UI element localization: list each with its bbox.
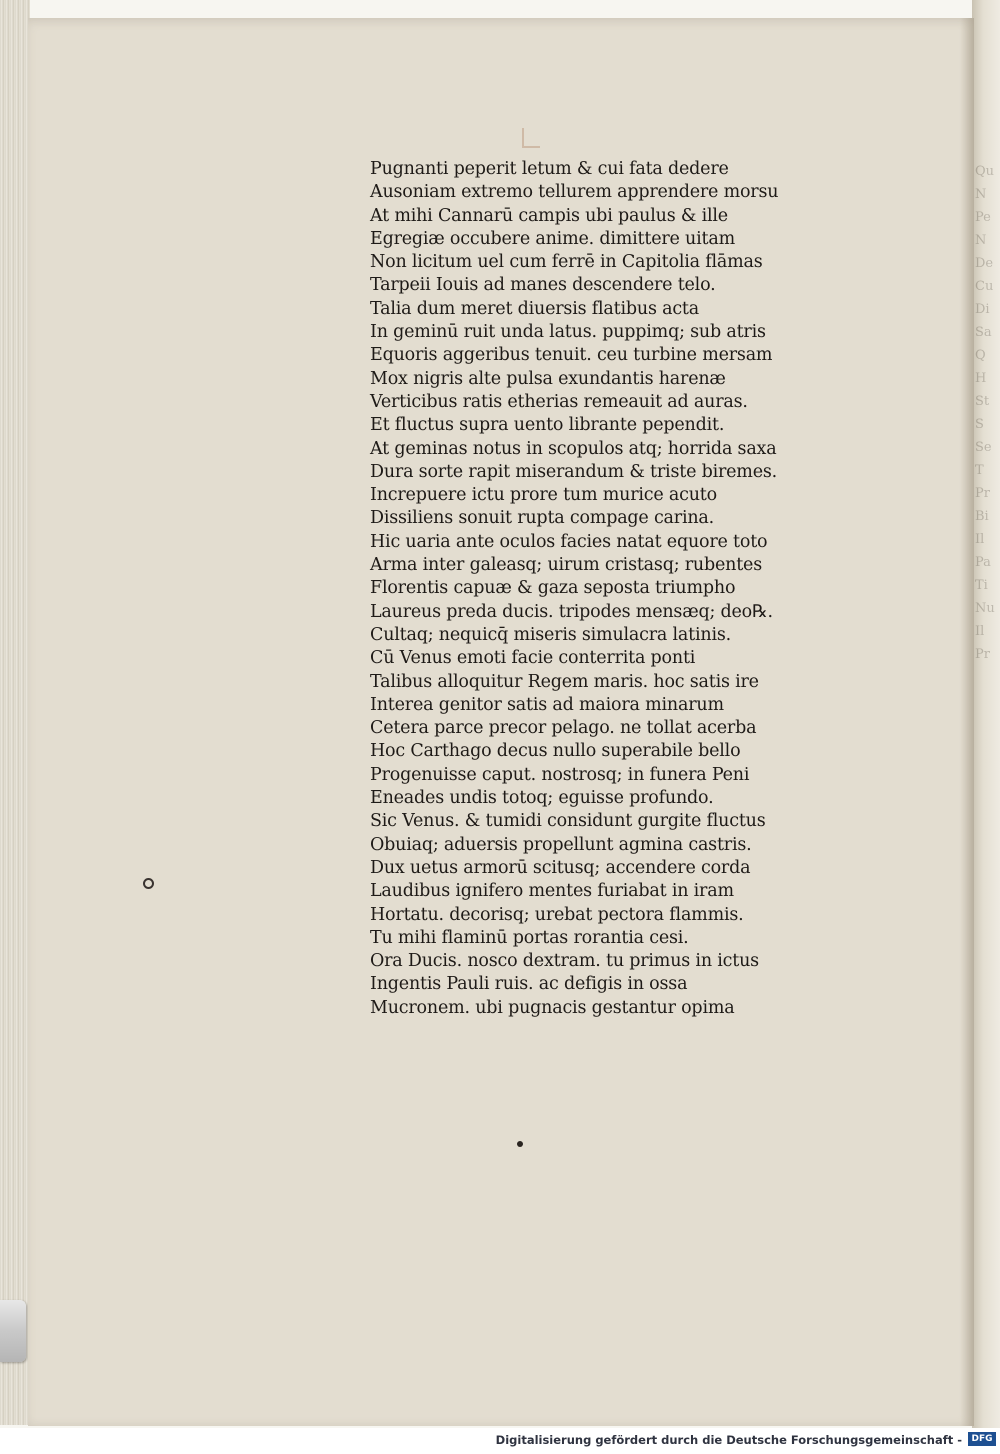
dfg-logo: DFG [968, 1432, 996, 1446]
verse-line: Cū Venus emoti facie conterrita ponti [370, 648, 696, 669]
bleed-fragment: Il [975, 624, 985, 639]
bleed-fragment: Il [975, 532, 985, 547]
page-edge-stack [0, 0, 30, 1425]
bleed-fragment: H [975, 371, 987, 386]
verse-line: Laureus preda ducis. tripodes mensæq; deo℞. [370, 601, 773, 622]
bleed-through-text [975, 160, 1000, 666]
scanner-clip [0, 1300, 26, 1362]
verse-line: Laudibus ignifero mentes furiabat in iram [370, 881, 734, 902]
bleed-fragment: N [975, 187, 987, 202]
verse-line: Equoris aggeribus tenuit. ceu turbine mersam [370, 345, 773, 366]
verse-line: Hoc Carthago decus nullo superabile bello [370, 741, 741, 762]
verse-line: Cetera parce precor pelago. ne tollat acerba [370, 718, 757, 739]
bleed-fragment: T [975, 463, 984, 478]
bleed-fragment: Pr [975, 647, 990, 662]
verse-line: Egregiæ occubere anime. dimittere uitam [370, 228, 735, 249]
bleed-fragment: Q [975, 348, 986, 363]
bleed-fragment: Pa [975, 555, 991, 570]
bleed-fragment: Sa [975, 325, 992, 340]
verse-line: Pugnanti peperit letum & cui fata dedere [370, 159, 729, 179]
verse-line: Progenuisse caput. nostrosq; in funera Peni [370, 764, 750, 785]
bleed-fragment: Pr [975, 486, 990, 501]
ink-stain [143, 878, 154, 889]
faint-printer-mark [522, 128, 540, 148]
bleed-fragment: Se [975, 440, 992, 455]
verse-line: Dura sorte rapit miserandum & triste biremes. [370, 461, 778, 482]
verse-line: Talibus alloquitur Regem maris. hoc satis ire [370, 671, 759, 692]
bleed-fragment: N [975, 233, 987, 248]
verse-line: Dux uetus armorū scitusq; accendere corda [370, 857, 751, 878]
verse-line: Dissiliens sonuit rupta compage carina. [370, 508, 715, 529]
verse-line: Tarpeii Iouis ad manes descendere telo. [370, 275, 716, 296]
verse-line: Mox nigris alte pulsa exundantis harenæ [370, 368, 726, 389]
bleed-fragment: Nu [975, 601, 995, 616]
verse-line: Non licitum uel cum ferrē in Capitolia flāmas [370, 252, 763, 273]
verse-block [370, 158, 810, 1020]
bleed-fragment: Qu [975, 164, 995, 179]
verse-line: Hic uaria ante oculos facies natat equore toto [370, 531, 768, 552]
bleed-fragment: Bi [975, 509, 989, 524]
verse-line: Ingentis Pauli ruis. ac defigis in ossa [370, 974, 688, 995]
verse-line: Arma inter galeasq; uirum cristasq; rubentes [370, 555, 762, 576]
verse-line: Talia dum meret diuersis flatibus acta [370, 298, 700, 319]
verse-line: Verticibus ratis etherias remeauit ad auras. [370, 391, 748, 412]
verse-line: Obuiaq; aduersis propellunt agmina castris. [370, 834, 752, 855]
verse-line: Cultaq; nequicq̄ miseris simulacra latinis. [370, 624, 731, 645]
funding-credit: Digitalisierung gefördert durch die Deutsche Forschungsgemeinschaft - [495, 1433, 962, 1447]
verse-line: Interea genitor satis ad maiora minarum [370, 694, 724, 715]
verse-line: At mihi Cannarū campis ubi paulus & ille [370, 205, 728, 226]
verse-line: Increpuere ictu prore tum murice acuto [370, 485, 717, 506]
bleed-fragment: Di [975, 302, 990, 317]
verse-line: Ausoniam extremo tellurem apprendere morsu [370, 182, 779, 203]
verse-line: Sic Venus. & tumidi considunt gurgite fluctus [370, 811, 766, 832]
bleed-fragment: Cu [975, 279, 994, 294]
bleed-fragment: De [975, 256, 994, 271]
verse-line: In geminū ruit unda latus. puppimq; sub atris [370, 322, 766, 343]
verse-line: Ora Ducis. nosco dextram. tu primus in ictus [370, 951, 759, 972]
verse-line: Tu mihi flaminū portas rorantia cesi. [370, 927, 689, 948]
bleed-fragment: S [975, 417, 984, 432]
verse-line: Mucronem. ubi pugnacis gestantur opima [370, 997, 735, 1018]
verse-line: Eneades undis totoq; eguisse profundo. [370, 788, 714, 809]
ink-dot [517, 1141, 523, 1147]
bleed-fragment: Pe [975, 210, 991, 225]
verse-line: Florentis capuæ & gaza seposta triumpho [370, 578, 736, 599]
verse-line: Hortatu. decorisq; urebat pectora flammis. [370, 904, 744, 925]
page-gutter-shadow [960, 18, 974, 1426]
verse-line: At geminas notus in scopulos atq; horrida saxa [370, 438, 777, 459]
verse-line: Et fluctus supra uento librante pependit. [370, 415, 725, 436]
bleed-fragment: St [975, 394, 990, 409]
bleed-fragment: Ti [975, 578, 988, 593]
